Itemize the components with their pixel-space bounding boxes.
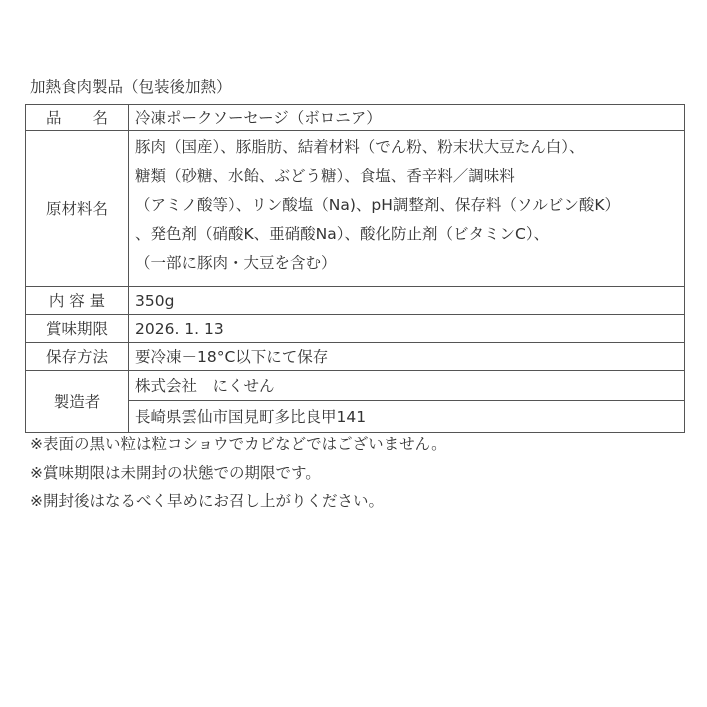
footnote: ※表面の黒い粒は粒コショウでカビなどではございません。: [30, 435, 447, 453]
ingredients-line: （アミノ酸等）、リン酸塩（Na)、pH調整剤、保存料（ソルビン酸K）: [135, 196, 621, 214]
product-name-label: 品 名: [26, 105, 129, 131]
manufacturer-label: 製造者: [26, 371, 129, 433]
footnotes: [30, 430, 447, 516]
row-manufacturer: [26, 371, 685, 401]
manufacturer-address: 長崎県雲仙市国見町多比良甲141: [129, 401, 685, 433]
row-product-name: [26, 105, 685, 131]
storage-label: 保存方法: [26, 343, 129, 371]
ingredients-line: 糖類（砂糖、水飴、ぶどう糖）、食塩、香辛料／調味料: [135, 167, 515, 185]
footnote: ※賞味期限は未開封の状態での期限です。: [30, 463, 321, 482]
ingredients-line: 豚肉（国産）、豚脂肪、結着材料（でん粉、粉末状大豆たん白）、: [135, 138, 585, 156]
row-ingredients: [26, 131, 685, 287]
food-label-table: [25, 104, 685, 433]
row-storage: [26, 343, 685, 371]
manufacturer-company: 株式会社 にくせん: [129, 371, 685, 401]
storage-value: 要冷凍－18°C以下にて保存: [129, 343, 685, 371]
best-before-label: 賞味期限: [26, 315, 129, 343]
product-name-value: 冷凍ポークソーセージ（ボロニア）: [129, 105, 685, 131]
ingredients-line: 、発色剤（硝酸K、亜硝酸Na）、酸化防止剤（ビタミンC）、: [135, 225, 550, 243]
product-category-heading: 加熱食肉製品（包装後加熱）: [30, 78, 232, 96]
ingredients-value: [129, 131, 685, 287]
footnote: ※開封後はなるべく早めにお召し上がりください。: [30, 492, 384, 510]
row-best-before: [26, 315, 685, 343]
ingredients-line: （一部に豚肉・大豆を含む）: [135, 254, 337, 272]
net-content-label: 内 容 量: [26, 287, 129, 315]
row-net-content: [26, 287, 685, 315]
net-content-value: 350g: [129, 287, 685, 315]
best-before-value: 2026. 1. 13: [129, 315, 685, 343]
ingredients-label: 原材料名: [26, 131, 129, 287]
